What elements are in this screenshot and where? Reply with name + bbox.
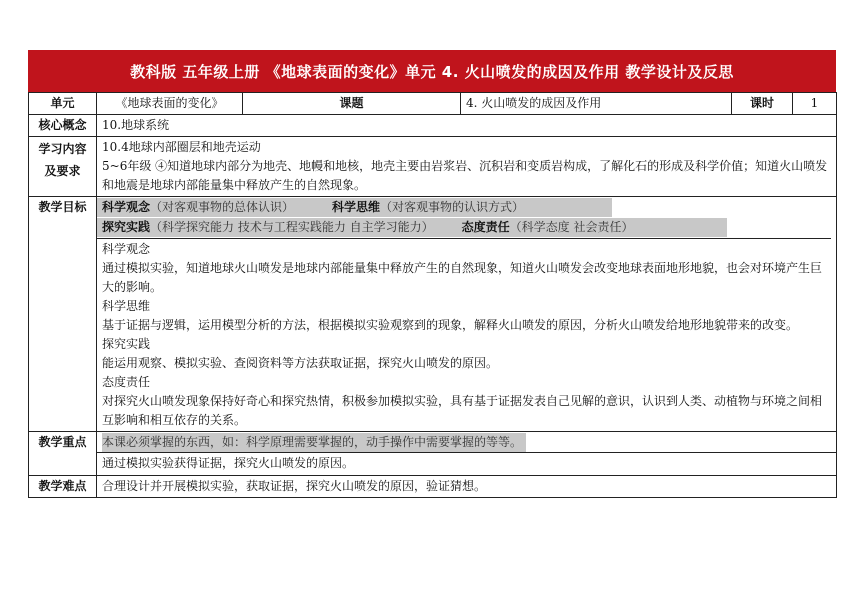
- key-points-hint: 本课必须掌握的东西，如：科学原理需要掌握的，动手操作中需要掌握的等等。: [102, 433, 526, 452]
- objective-heading-practice: 探究实践: [102, 337, 151, 351]
- core-concept-value: 10.地球系统: [97, 115, 837, 137]
- key-points-row: [29, 432, 837, 476]
- objective-heading-concept: 科学观念: [102, 242, 151, 256]
- tag-scientific-concept-desc: （对客观事物的总体认识）: [150, 200, 295, 214]
- hours-value: 1: [793, 93, 837, 115]
- document-title-banner: [28, 50, 836, 92]
- objectives-label: 教学目标: [29, 197, 97, 432]
- objective-text-practice: 能运用观察、模拟实验、查阅资料等方法获取证据，探究火山喷发的原因。: [102, 356, 499, 370]
- objective-heading-attitude: 态度责任: [102, 375, 151, 389]
- difficulties-value: 合理设计并开展模拟实验，获取证据，探究火山喷发的原因，验证猜想。: [97, 476, 837, 498]
- objective-text-concept: 通过模拟实验，知道地球火山喷发是地球内部能量集中释放产生的自然现象，知道火山喷发会改变地球表面地形地貌，也会对环境产生巨大的影响。: [102, 261, 823, 294]
- key-points-content: [97, 432, 837, 476]
- objectives-tag-line-1: [97, 198, 612, 217]
- key-points-value: 通过模拟实验获得证据，探究火山喷发的原因。: [97, 452, 836, 474]
- tag-scientific-thinking: 科学思维: [332, 200, 381, 214]
- difficulties-label: 教学难点: [29, 476, 97, 498]
- hours-label: 课时: [732, 93, 793, 115]
- lesson-plan-document: [28, 50, 836, 498]
- requirements-line-2: 5~6年级 ④知道地球内部分为地壳、地幔和地核，地壳主要由岩浆岩、沉积岩和变质岩构成，了解化石的形成及科学价值；知道火山喷发和地震是地球内部能量集中释放产生的自然现象。: [102, 159, 828, 192]
- document-title: 教科版 五年级上册 《地球表面的变化》单元 4. 火山喷发的成因及作用 教学设计及反思: [130, 62, 734, 81]
- tag-attitude-responsibility: 态度责任: [461, 220, 510, 234]
- tag-attitude-responsibility-desc: （科学态度 社会责任）: [509, 220, 634, 234]
- header-row: [29, 93, 837, 115]
- objectives-tag-line-2: [97, 218, 727, 237]
- core-concept-label: 核心概念: [29, 115, 97, 137]
- requirements-content: [97, 137, 837, 197]
- key-points-label: 教学重点: [29, 432, 97, 476]
- requirements-line-1: 10.4地球内部圈层和地壳运动: [102, 140, 261, 154]
- requirements-label: 学习内容及要求: [29, 137, 97, 197]
- objectives-content: [97, 197, 837, 432]
- objectives-detail: [97, 238, 831, 430]
- core-concept-row: [29, 115, 837, 137]
- objective-heading-thinking: 科学思维: [102, 299, 151, 313]
- objective-text-attitude: 对探究火山喷发现象保持好奇心和探究热情，积极参加模拟实验，具有基于证据发表自己见解的意识，认识到人类、动植物与环境之间相互影响和相互依存的关系。: [102, 394, 823, 427]
- lesson-plan-table: [28, 92, 837, 498]
- lesson-label: 课题: [243, 93, 461, 115]
- tag-inquiry-practice-desc: （科学探究能力 技术与工程实践能力 自主学习能力）: [150, 220, 434, 234]
- difficulties-row: [29, 476, 837, 498]
- objectives-row: [29, 197, 837, 432]
- objective-text-thinking: 基于证据与逻辑，运用模型分析的方法，根据模拟实验观察到的现象，解释火山喷发的原因，分析火山喷发给地形地貌带来的改变。: [102, 318, 799, 332]
- lesson-value: 4. 火山喷发的成因及作用: [461, 93, 732, 115]
- unit-value: 《地球表面的变化》: [97, 93, 243, 115]
- unit-label: 单元: [29, 93, 97, 115]
- key-points-hint-wrap: [97, 433, 836, 452]
- tag-inquiry-practice: 探究实践: [102, 220, 151, 234]
- requirements-row: [29, 137, 837, 197]
- tag-scientific-thinking-desc: （对客观事物的认识方式）: [380, 200, 525, 214]
- tag-scientific-concept: 科学观念: [102, 200, 151, 214]
